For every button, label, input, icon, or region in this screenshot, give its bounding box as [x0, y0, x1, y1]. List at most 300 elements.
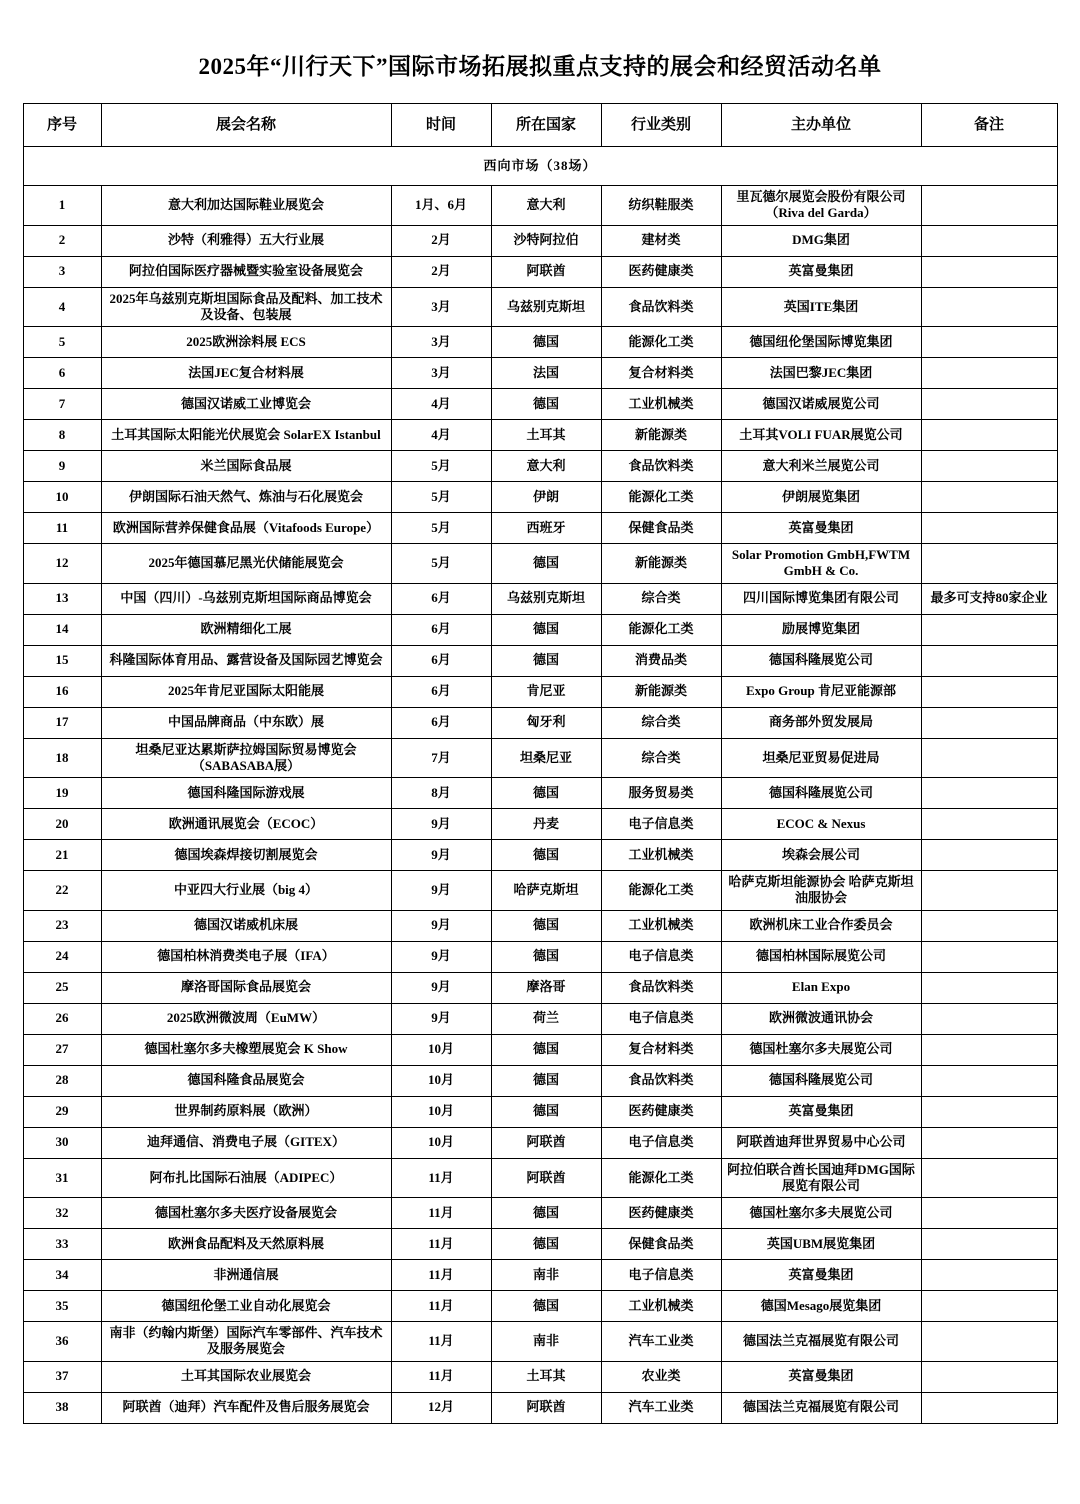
- cell-remark: [921, 513, 1057, 544]
- column-header-organizer: 主办单位: [721, 104, 921, 147]
- table-row: [23, 1322, 1057, 1362]
- cell-time: 9月: [391, 1003, 491, 1034]
- cell-name: 德国杜塞尔多夫橡塑展览会 K Show: [101, 1034, 391, 1065]
- cell-name: 德国汉诺威工业博览会: [101, 389, 391, 420]
- cell-organizer: 伊朗展览集团: [721, 482, 921, 513]
- cell-country: 阿联酋: [491, 1158, 601, 1198]
- cell-remark: [921, 1291, 1057, 1322]
- cell-category: 工业机械类: [601, 910, 721, 941]
- exhibition-listing-table: [23, 103, 1058, 1424]
- cell-no: 6: [23, 358, 101, 389]
- cell-name: 德国柏林消费类电子展（IFA）: [101, 941, 391, 972]
- cell-remark: [921, 707, 1057, 738]
- cell-country: 土耳其: [491, 420, 601, 451]
- cell-country: 匈牙利: [491, 707, 601, 738]
- cell-category: 保健食品类: [601, 1229, 721, 1260]
- table-header: [23, 104, 1057, 147]
- cell-no: 9: [23, 451, 101, 482]
- cell-no: 25: [23, 972, 101, 1003]
- cell-time: 11月: [391, 1198, 491, 1229]
- cell-remark: [921, 778, 1057, 809]
- cell-category: 电子信息类: [601, 1260, 721, 1291]
- cell-remark: [921, 1322, 1057, 1362]
- cell-remark: [921, 809, 1057, 840]
- cell-no: 35: [23, 1291, 101, 1322]
- cell-no: 12: [23, 544, 101, 584]
- cell-category: 消费品类: [601, 645, 721, 676]
- table-row: [23, 583, 1057, 614]
- cell-no: 13: [23, 583, 101, 614]
- cell-time: 5月: [391, 544, 491, 584]
- cell-time: 3月: [391, 358, 491, 389]
- cell-remark: [921, 645, 1057, 676]
- cell-category: 纺织鞋服类: [601, 186, 721, 226]
- cell-organizer: 英富曼集团: [721, 1361, 921, 1392]
- cell-no: 8: [23, 420, 101, 451]
- cell-country: 德国: [491, 614, 601, 645]
- cell-remark: [921, 482, 1057, 513]
- cell-remark: [921, 614, 1057, 645]
- cell-time: 6月: [391, 676, 491, 707]
- cell-remark: [921, 256, 1057, 287]
- cell-category: 电子信息类: [601, 809, 721, 840]
- cell-remark: [921, 738, 1057, 778]
- column-header-country: 所在国家: [491, 104, 601, 147]
- cell-name: 法国JEC复合材料展: [101, 358, 391, 389]
- cell-country: 德国: [491, 389, 601, 420]
- cell-remark: [921, 972, 1057, 1003]
- cell-country: 哈萨克斯坦: [491, 871, 601, 911]
- cell-organizer: 哈萨克斯坦能源协会 哈萨克斯坦油服协会: [721, 871, 921, 911]
- cell-organizer: 德国法兰克福展览有限公司: [721, 1322, 921, 1362]
- cell-time: 5月: [391, 482, 491, 513]
- cell-category: 复合材料类: [601, 1034, 721, 1065]
- cell-country: 摩洛哥: [491, 972, 601, 1003]
- table-row: [23, 482, 1057, 513]
- cell-category: 新能源类: [601, 420, 721, 451]
- column-header-time: 时间: [391, 104, 491, 147]
- cell-time: 12月: [391, 1392, 491, 1423]
- cell-time: 5月: [391, 513, 491, 544]
- cell-name: 德国汉诺威机床展: [101, 910, 391, 941]
- column-header-name: 展会名称: [101, 104, 391, 147]
- cell-time: 8月: [391, 778, 491, 809]
- cell-name: 阿拉伯国际医疗器械暨实验室设备展览会: [101, 256, 391, 287]
- cell-country: 荷兰: [491, 1003, 601, 1034]
- cell-no: 30: [23, 1127, 101, 1158]
- cell-no: 3: [23, 256, 101, 287]
- cell-category: 医药健康类: [601, 1096, 721, 1127]
- table-body: [23, 147, 1057, 1424]
- table-row: [23, 358, 1057, 389]
- cell-time: 11月: [391, 1322, 491, 1362]
- column-header-remark: 备注: [921, 104, 1057, 147]
- cell-no: 10: [23, 482, 101, 513]
- cell-time: 9月: [391, 972, 491, 1003]
- cell-category: 新能源类: [601, 676, 721, 707]
- cell-name: 中国品牌商品（中东欧）展: [101, 707, 391, 738]
- cell-category: 电子信息类: [601, 1003, 721, 1034]
- cell-organizer: 英富曼集团: [721, 256, 921, 287]
- cell-no: 33: [23, 1229, 101, 1260]
- cell-remark: [921, 358, 1057, 389]
- cell-category: 食品饮料类: [601, 287, 721, 327]
- cell-category: 综合类: [601, 707, 721, 738]
- cell-organizer: 英富曼集团: [721, 1096, 921, 1127]
- cell-organizer: Solar Promotion GmbH,FWTM GmbH & Co.: [721, 544, 921, 584]
- cell-country: 肯尼亚: [491, 676, 601, 707]
- cell-name: 伊朗国际石油天然气、炼油与石化展览会: [101, 482, 391, 513]
- cell-country: 德国: [491, 645, 601, 676]
- cell-country: 乌兹别克斯坦: [491, 583, 601, 614]
- cell-no: 37: [23, 1361, 101, 1392]
- cell-organizer: 商务部外贸发展局: [721, 707, 921, 738]
- cell-organizer: 阿联酋迪拜世界贸易中心公司: [721, 1127, 921, 1158]
- cell-country: 德国: [491, 1096, 601, 1127]
- cell-category: 电子信息类: [601, 941, 721, 972]
- cell-category: 汽车工业类: [601, 1392, 721, 1423]
- cell-organizer: DMG集团: [721, 225, 921, 256]
- cell-country: 伊朗: [491, 482, 601, 513]
- cell-organizer: 法国巴黎JEC集团: [721, 358, 921, 389]
- table-row: [23, 225, 1057, 256]
- cell-name: 米兰国际食品展: [101, 451, 391, 482]
- cell-time: 6月: [391, 583, 491, 614]
- cell-remark: [921, 941, 1057, 972]
- cell-organizer: 四川国际博览集团有限公司: [721, 583, 921, 614]
- cell-remark: [921, 420, 1057, 451]
- cell-name: 德国杜塞尔多夫医疗设备展览会: [101, 1198, 391, 1229]
- cell-remark: [921, 389, 1057, 420]
- cell-time: 3月: [391, 327, 491, 358]
- cell-category: 服务贸易类: [601, 778, 721, 809]
- cell-remark: [921, 1198, 1057, 1229]
- cell-no: 28: [23, 1065, 101, 1096]
- cell-time: 10月: [391, 1127, 491, 1158]
- cell-organizer: 德国科隆展览公司: [721, 645, 921, 676]
- cell-time: 9月: [391, 871, 491, 911]
- cell-remark: [921, 225, 1057, 256]
- cell-no: 38: [23, 1392, 101, 1423]
- table-row: [23, 1127, 1057, 1158]
- cell-no: 18: [23, 738, 101, 778]
- cell-remark: [921, 676, 1057, 707]
- cell-country: 意大利: [491, 186, 601, 226]
- cell-organizer: 欧洲微波通讯协会: [721, 1003, 921, 1034]
- cell-no: 14: [23, 614, 101, 645]
- table-row: [23, 1096, 1057, 1127]
- cell-name: 坦桑尼亚达累斯萨拉姆国际贸易博览会（SABASABA展）: [101, 738, 391, 778]
- cell-organizer: 英国UBM展览集团: [721, 1229, 921, 1260]
- cell-country: 德国: [491, 1198, 601, 1229]
- table-row: [23, 513, 1057, 544]
- cell-no: 1: [23, 186, 101, 226]
- cell-category: 食品饮料类: [601, 972, 721, 1003]
- table-row: [23, 738, 1057, 778]
- cell-category: 汽车工业类: [601, 1322, 721, 1362]
- cell-country: 德国: [491, 1229, 601, 1260]
- table-row: [23, 1003, 1057, 1034]
- table-row: [23, 420, 1057, 451]
- column-header-no: 序号: [23, 104, 101, 147]
- cell-name: 德国科隆国际游戏展: [101, 778, 391, 809]
- cell-name: 德国埃森焊接切割展览会: [101, 840, 391, 871]
- cell-time: 9月: [391, 809, 491, 840]
- table-row: [23, 910, 1057, 941]
- cell-no: 36: [23, 1322, 101, 1362]
- cell-country: 丹麦: [491, 809, 601, 840]
- cell-category: 医药健康类: [601, 256, 721, 287]
- cell-time: 9月: [391, 840, 491, 871]
- table-row: [23, 186, 1057, 226]
- cell-remark: [921, 544, 1057, 584]
- cell-name: 德国纽伦堡工业自动化展览会: [101, 1291, 391, 1322]
- cell-remark: [921, 840, 1057, 871]
- cell-remark: [921, 186, 1057, 226]
- cell-remark: [921, 1003, 1057, 1034]
- cell-no: 5: [23, 327, 101, 358]
- table-row: [23, 1260, 1057, 1291]
- cell-remark: [921, 1034, 1057, 1065]
- cell-category: 工业机械类: [601, 840, 721, 871]
- cell-name: 2025年德国慕尼黑光伏储能展览会: [101, 544, 391, 584]
- cell-time: 6月: [391, 645, 491, 676]
- cell-category: 电子信息类: [601, 1127, 721, 1158]
- table-row: [23, 451, 1057, 482]
- cell-name: 意大利加达国际鞋业展览会: [101, 186, 391, 226]
- cell-organizer: 德国杜塞尔多夫展览公司: [721, 1034, 921, 1065]
- cell-country: 德国: [491, 910, 601, 941]
- cell-time: 9月: [391, 910, 491, 941]
- cell-organizer: 德国科隆展览公司: [721, 778, 921, 809]
- table-row: [23, 389, 1057, 420]
- cell-name: 欧洲食品配料及天然原料展: [101, 1229, 391, 1260]
- table-row: [23, 645, 1057, 676]
- cell-name: 中亚四大行业展（big 4）: [101, 871, 391, 911]
- cell-no: 26: [23, 1003, 101, 1034]
- cell-country: 南非: [491, 1260, 601, 1291]
- cell-remark: [921, 1127, 1057, 1158]
- cell-time: 10月: [391, 1065, 491, 1096]
- cell-name: 科隆国际体育用品、露营设备及国际园艺博览会: [101, 645, 391, 676]
- column-header-category: 行业类别: [601, 104, 721, 147]
- cell-country: 阿联酋: [491, 1127, 601, 1158]
- cell-time: 9月: [391, 941, 491, 972]
- cell-country: 坦桑尼亚: [491, 738, 601, 778]
- table-row: [23, 256, 1057, 287]
- table-row: [23, 1158, 1057, 1198]
- table-row: [23, 1198, 1057, 1229]
- table-row: [23, 676, 1057, 707]
- cell-no: 31: [23, 1158, 101, 1198]
- cell-country: 沙特阿拉伯: [491, 225, 601, 256]
- cell-remark: [921, 1065, 1057, 1096]
- cell-time: 1月、6月: [391, 186, 491, 226]
- cell-no: 16: [23, 676, 101, 707]
- cell-category: 保健食品类: [601, 513, 721, 544]
- cell-organizer: 英富曼集团: [721, 1260, 921, 1291]
- cell-no: 24: [23, 941, 101, 972]
- cell-no: 34: [23, 1260, 101, 1291]
- cell-no: 21: [23, 840, 101, 871]
- table-row: [23, 1229, 1057, 1260]
- cell-remark: [921, 1361, 1057, 1392]
- table-row: [23, 778, 1057, 809]
- cell-time: 11月: [391, 1291, 491, 1322]
- cell-no: 22: [23, 871, 101, 911]
- cell-organizer: 德国杜塞尔多夫展览公司: [721, 1198, 921, 1229]
- cell-remark: [921, 1392, 1057, 1423]
- cell-country: 土耳其: [491, 1361, 601, 1392]
- table-row: [23, 809, 1057, 840]
- cell-no: 17: [23, 707, 101, 738]
- cell-organizer: 德国法兰克福展览有限公司: [721, 1392, 921, 1423]
- cell-category: 综合类: [601, 738, 721, 778]
- table-row: [23, 1034, 1057, 1065]
- cell-name: 2025年乌兹别克斯坦国际食品及配料、加工技术及设备、包装展: [101, 287, 391, 327]
- cell-name: 摩洛哥国际食品展览会: [101, 972, 391, 1003]
- cell-time: 10月: [391, 1034, 491, 1065]
- cell-country: 南非: [491, 1322, 601, 1362]
- cell-name: 世界制药原料展（欧洲）: [101, 1096, 391, 1127]
- cell-name: 土耳其国际农业展览会: [101, 1361, 391, 1392]
- cell-no: 27: [23, 1034, 101, 1065]
- table-row: [23, 287, 1057, 327]
- cell-no: 15: [23, 645, 101, 676]
- cell-name: 中国（四川）-乌兹别克斯坦国际商品博览会: [101, 583, 391, 614]
- cell-country: 意大利: [491, 451, 601, 482]
- cell-name: 德国科隆食品展览会: [101, 1065, 391, 1096]
- cell-no: 20: [23, 809, 101, 840]
- cell-organizer: 英富曼集团: [721, 513, 921, 544]
- cell-country: 法国: [491, 358, 601, 389]
- cell-category: 工业机械类: [601, 389, 721, 420]
- cell-name: 欧洲国际营养保健食品展（Vitafoods Europe）: [101, 513, 391, 544]
- cell-organizer: Elan Expo: [721, 972, 921, 1003]
- cell-organizer: 德国Mesago展览集团: [721, 1291, 921, 1322]
- cell-time: 6月: [391, 707, 491, 738]
- cell-name: 阿联酋（迪拜）汽车配件及售后服务展览会: [101, 1392, 391, 1423]
- cell-country: 阿联酋: [491, 1392, 601, 1423]
- cell-time: 2月: [391, 256, 491, 287]
- cell-remark: [921, 1260, 1057, 1291]
- cell-time: 2月: [391, 225, 491, 256]
- table-row: [23, 707, 1057, 738]
- cell-organizer: ECOC & Nexus: [721, 809, 921, 840]
- cell-remark: [921, 451, 1057, 482]
- cell-time: 4月: [391, 420, 491, 451]
- cell-name: 阿布扎比国际石油展（ADIPEC）: [101, 1158, 391, 1198]
- table-row: [23, 1392, 1057, 1423]
- cell-organizer: 欧洲机床工业合作委员会: [721, 910, 921, 941]
- cell-category: 能源化工类: [601, 871, 721, 911]
- page-title: 2025年“川行天下”国际市场拓展拟重点支持的展会和经贸活动名单: [198, 54, 882, 79]
- table-row: [23, 1361, 1057, 1392]
- cell-name: 南非（约翰内斯堡）国际汽车零部件、汽车技术及服务展览会: [101, 1322, 391, 1362]
- cell-time: 5月: [391, 451, 491, 482]
- cell-remark: [921, 871, 1057, 911]
- cell-name: 2025年肯尼亚国际太阳能展: [101, 676, 391, 707]
- cell-organizer: 土耳其VOLI FUAR展览公司: [721, 420, 921, 451]
- cell-country: 德国: [491, 1291, 601, 1322]
- cell-category: 食品饮料类: [601, 1065, 721, 1096]
- cell-time: 11月: [391, 1361, 491, 1392]
- cell-category: 能源化工类: [601, 1158, 721, 1198]
- cell-name: 土耳其国际太阳能光伏展览会 SolarEX Istanbul: [101, 420, 391, 451]
- cell-name: 迪拜通信、消费电子展（GITEX）: [101, 1127, 391, 1158]
- cell-name: 欧洲精细化工展: [101, 614, 391, 645]
- cell-category: 综合类: [601, 583, 721, 614]
- cell-country: 德国: [491, 840, 601, 871]
- cell-no: 2: [23, 225, 101, 256]
- cell-time: 6月: [391, 614, 491, 645]
- table-row: [23, 1291, 1057, 1322]
- cell-country: 乌兹别克斯坦: [491, 287, 601, 327]
- cell-country: 阿联酋: [491, 256, 601, 287]
- cell-category: 农业类: [601, 1361, 721, 1392]
- cell-name: 2025欧洲微波周（EuMW）: [101, 1003, 391, 1034]
- cell-remark: [921, 910, 1057, 941]
- table-row: [23, 544, 1057, 584]
- table-row: [23, 840, 1057, 871]
- cell-no: 7: [23, 389, 101, 420]
- cell-organizer: 英国ITE集团: [721, 287, 921, 327]
- cell-country: 德国: [491, 544, 601, 584]
- table-row: [23, 1065, 1057, 1096]
- cell-organizer: 德国柏林国际展览公司: [721, 941, 921, 972]
- cell-time: 3月: [391, 287, 491, 327]
- cell-no: 29: [23, 1096, 101, 1127]
- cell-name: 欧洲通讯展览会（ECOC）: [101, 809, 391, 840]
- cell-category: 新能源类: [601, 544, 721, 584]
- cell-organizer: 里瓦德尔展览会股份有限公司（Riva del Garda）: [721, 186, 921, 226]
- section-label: 西向市场（38场）: [23, 147, 1057, 186]
- cell-name: 非洲通信展: [101, 1260, 391, 1291]
- cell-category: 医药健康类: [601, 1198, 721, 1229]
- cell-organizer: 埃森会展公司: [721, 840, 921, 871]
- cell-organizer: 德国汉诺威展览公司: [721, 389, 921, 420]
- cell-organizer: 坦桑尼亚贸易促进局: [721, 738, 921, 778]
- cell-remark: [921, 1229, 1057, 1260]
- cell-no: 32: [23, 1198, 101, 1229]
- cell-time: 11月: [391, 1229, 491, 1260]
- cell-country: 德国: [491, 941, 601, 972]
- table-header-row: [23, 104, 1057, 147]
- cell-no: 19: [23, 778, 101, 809]
- cell-category: 工业机械类: [601, 1291, 721, 1322]
- cell-remark: [921, 1158, 1057, 1198]
- cell-country: 德国: [491, 1065, 601, 1096]
- cell-category: 食品饮料类: [601, 451, 721, 482]
- cell-remark: [921, 327, 1057, 358]
- cell-name: 沙特（利雅得）五大行业展: [101, 225, 391, 256]
- cell-category: 复合材料类: [601, 358, 721, 389]
- cell-no: 23: [23, 910, 101, 941]
- cell-remark: 最多可支持80家企业: [921, 583, 1057, 614]
- table-row: [23, 871, 1057, 911]
- cell-organizer: Expo Group 肯尼亚能源部: [721, 676, 921, 707]
- cell-organizer: 意大利米兰展览公司: [721, 451, 921, 482]
- cell-country: 德国: [491, 1034, 601, 1065]
- table-row: [23, 614, 1057, 645]
- table-row: [23, 941, 1057, 972]
- cell-category: 建材类: [601, 225, 721, 256]
- cell-category: 能源化工类: [601, 482, 721, 513]
- cell-country: 德国: [491, 778, 601, 809]
- cell-time: 11月: [391, 1158, 491, 1198]
- cell-time: 7月: [391, 738, 491, 778]
- cell-time: 10月: [391, 1096, 491, 1127]
